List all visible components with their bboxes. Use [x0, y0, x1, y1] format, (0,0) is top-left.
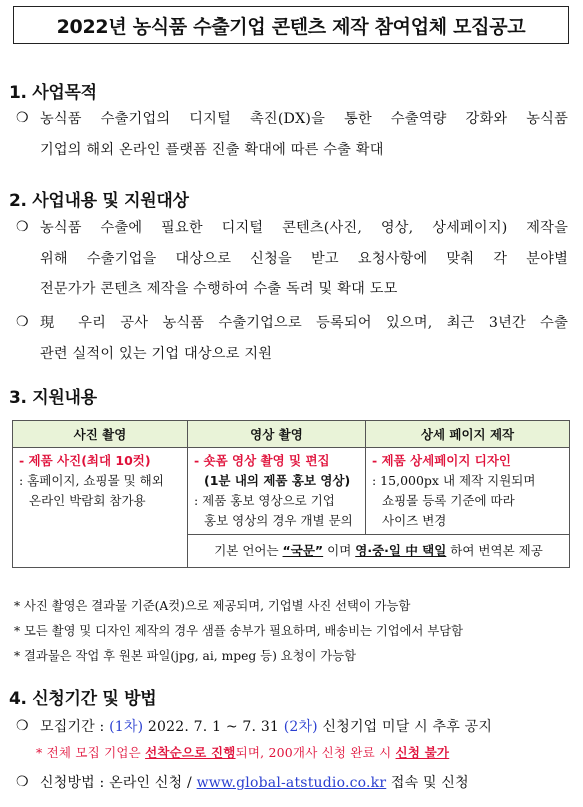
bullet-circle: ❍ — [16, 219, 29, 235]
lang-text-3: 하여 번역본 제공 — [446, 543, 543, 558]
support-table — [12, 420, 570, 568]
bullet-circle: ❍ — [16, 718, 29, 734]
s2-line-1: 농식품 수출에 필요한 디지털 콘텐츠(사진, 영상, 상세페이지) 제작을 — [40, 220, 568, 236]
video-title: - 숏폼 영상 촬영 및 편집 — [194, 453, 330, 468]
cell-video — [188, 448, 366, 535]
lang-text-2: 이며 — [323, 543, 356, 558]
note-1: * 사진 촬영은 결과물 기준(A컷)으로 제공되며, 기업별 사진 선택이 가능함 — [14, 599, 411, 613]
period-tail: 신청기업 미달 시 추후 공지 — [317, 719, 493, 735]
method-tail: 접속 및 신청 — [386, 775, 469, 791]
lang-korean: “국문” — [282, 543, 324, 558]
s1-line-2: 기업의 해외 온라인 플랫폼 진출 확대에 따른 수출 확대 — [40, 142, 384, 158]
period-label: 모집기간 : — [40, 719, 110, 735]
bullet-circle: ❍ — [16, 314, 29, 330]
detail-title: - 제품 상세페이지 디자인 — [372, 453, 511, 468]
photo-desc-1: : 홈페이지, 쇼핑몰 및 해외 — [19, 473, 164, 488]
detail-desc-1: : 15,000px 내 제작 지원되며 — [372, 473, 536, 488]
section-1-heading: 1. 사업목적 — [9, 83, 97, 103]
period-dates: 2022. 7. 1 ~ 7. 31 — [143, 719, 284, 735]
col-header-photo: 사진 촬영 — [13, 421, 188, 448]
warning-1: * 전체 모집 기업은 — [36, 745, 146, 760]
section-2-heading: 2. 사업내용 및 지원대상 — [9, 191, 189, 211]
apply-website-link[interactable]: www.global-atstudio.co.kr — [196, 775, 387, 791]
warning-closed: 신청 불가 — [395, 745, 450, 760]
col-header-video: 영상 촬영 — [188, 421, 366, 448]
s2-line-5: 관련 실적이 있는 기업 대상으로 지원 — [40, 346, 273, 362]
period-line — [40, 716, 492, 736]
s2-line-3: 전문가가 콘텐츠 제작을 수행하여 수출 독려 및 확대 도모 — [40, 281, 398, 297]
video-subtitle: (1분 내의 제품 홍보 영상) — [204, 473, 351, 488]
bullet-circle: ❍ — [16, 110, 29, 126]
cell-photo — [13, 448, 188, 568]
warning-2: 되며, 200개사 신청 완료 시 — [235, 745, 396, 760]
detail-desc-2: 쇼핑몰 등록 기준에 따라 — [382, 493, 515, 508]
photo-title: - 제품 사진(최대 10컷) — [19, 453, 151, 468]
title-box — [13, 6, 569, 44]
note-2: * 모든 촬영 및 디자인 제작의 경우 샘플 송부가 필요하며, 배송비는 기업에서 부담함 — [14, 624, 463, 638]
section-4-heading: 4. 신청기간 및 방법 — [9, 689, 157, 709]
photo-desc-2: 온라인 박람회 참가용 — [29, 493, 146, 508]
s2-line-2: 위해 수출기업을 대상으로 신청을 받고 요청사항에 맞춰 각 분야별 — [40, 251, 568, 267]
warning-line — [36, 743, 449, 761]
method-label: 신청방법 : 온라인 신청 / — [40, 775, 197, 791]
language-cell — [188, 535, 570, 568]
bullet-circle: ❍ — [16, 774, 29, 790]
video-desc-2: 홍보 영상의 경우 개별 문의 — [204, 513, 353, 528]
warning-first-come: 선착순으로 진행 — [145, 745, 236, 760]
lang-text-1: 기본 언어는 — [214, 543, 283, 558]
cell-detail-page — [366, 448, 570, 535]
page-title: 2022년 농식품 수출기업 콘텐츠 제작 참여업체 모집공고 — [56, 15, 526, 38]
s2-line-4: 現 우리 공사 농식품 수출기업으로 등록되어 있으며, 최근 3년간 수출 — [40, 315, 568, 331]
lang-choice: 영·중·일 中 택일 — [355, 543, 447, 558]
round-2: (2차) — [283, 719, 318, 735]
s1-line-1: 농식품 수출기업의 디지털 촉진(DX)을 통한 수출역량 강화와 농식품 — [40, 111, 568, 127]
detail-desc-3: 사이즈 변경 — [382, 513, 447, 528]
col-header-detail-page: 상세 페이지 제작 — [366, 421, 570, 448]
video-desc-1: : 제품 홍보 영상으로 기업 — [194, 493, 335, 508]
round-1: (1차) — [109, 719, 144, 735]
note-3: * 결과물은 작업 후 원본 파일(jpg, ai, mpeg 등) 요청이 가능함 — [14, 649, 356, 663]
section-3-heading: 3. 지원내용 — [9, 388, 97, 408]
method-line — [40, 772, 469, 792]
